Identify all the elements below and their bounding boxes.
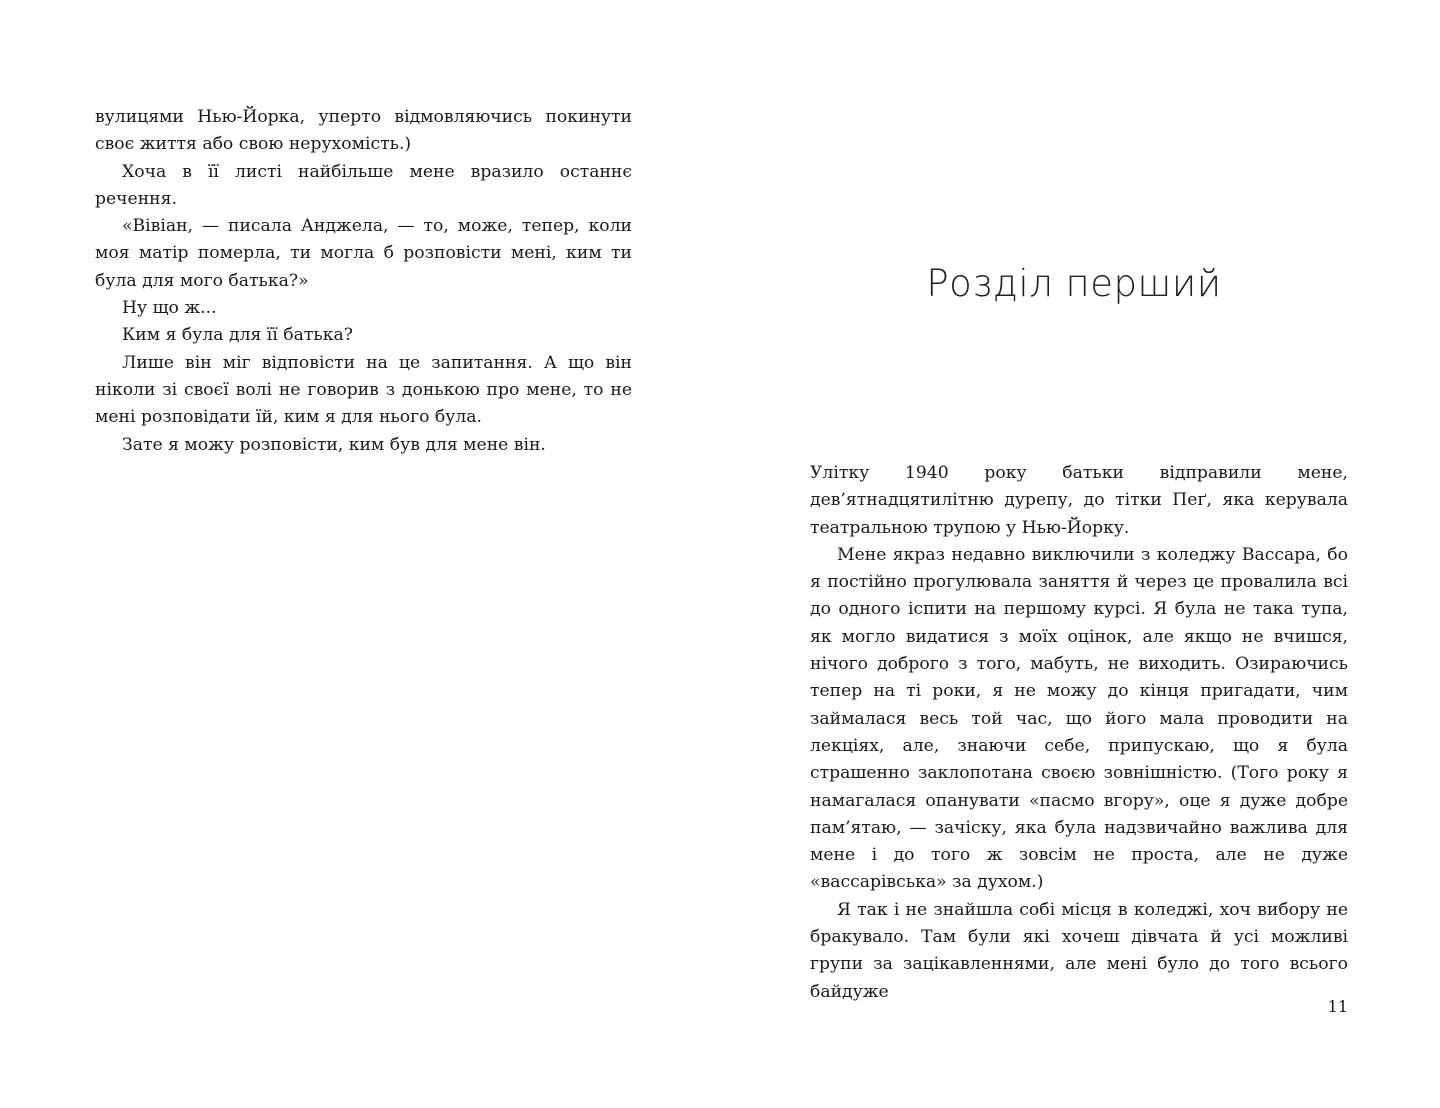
right-page xyxy=(720,0,1440,1108)
paragraph: Ну що ж... xyxy=(122,298,217,319)
paragraph: вулицями Нью-Йорка, уперто відмовляючись покинути своє життя або свою нерухомість.) xyxy=(95,107,632,155)
paragraph: Ким я була для її батька? xyxy=(122,325,353,346)
paragraph: Лише він міг відповісти на це запитання. А що він ніколи зі своєї волі не говорив з донькою про мене, то не мені розповідати їй, ким я для нього була. xyxy=(95,352,632,428)
chapter-title: Розділ перший xyxy=(926,262,1222,305)
page-number: 11 xyxy=(1327,997,1348,1016)
paragraph: Зате я можу розповісти, ким був для мене він. xyxy=(122,434,546,455)
paragraph: Хоча в її листі найбільше мене вразило останнє речення. xyxy=(95,161,632,209)
paragraph: «Вівіан, — писала Анджела, — то, може, тепер, коли моя матір померла, ти могла б розповісти мені, ким ти була для мого батька?» xyxy=(95,216,632,291)
right-page-text xyxy=(810,460,1348,1006)
paragraph: Я так і не знайшла собі місця в коледжі, хоч вибору не бракувало. Там були які хочеш дівчата й усі можливі групи за зацікавленнями, але мені було до того всього байдуже xyxy=(810,899,1348,1002)
paragraph: Мене якраз недавно виключили з коледжу Вассара, бо я постійно прогулювала заняття й через це провалила всі до одного іспити на першому курсі. Я була не така тупа, як могло видатися з моїх оцінок, але якщо не вчишся, нічого доброго з того, мабуть, не виходить. Озираючись тепер на ті роки, я не можу до кінця пригадати, чим займалася весь той час, що його мала проводити на лекціях, але, знаючи себе, припускаю, що я була страшенно заклопотана своєю зовнішністю. (Того року я намагалася опанувати «пасмо вгору», оце я дуже добре пам’ятаю, — зачіску, яка була надзвичайно важлива для мене і до того ж зовсім не проста, але не дуже «вассарівська» за духом.) xyxy=(810,544,1348,893)
left-page-text xyxy=(95,104,632,459)
paragraph: Улітку 1940 року батьки відправили мене, дев’ятнадцятилітню дурепу, до тітки Пеґ, яка керувала театральною трупою у Нью-Йорку. xyxy=(810,463,1348,538)
